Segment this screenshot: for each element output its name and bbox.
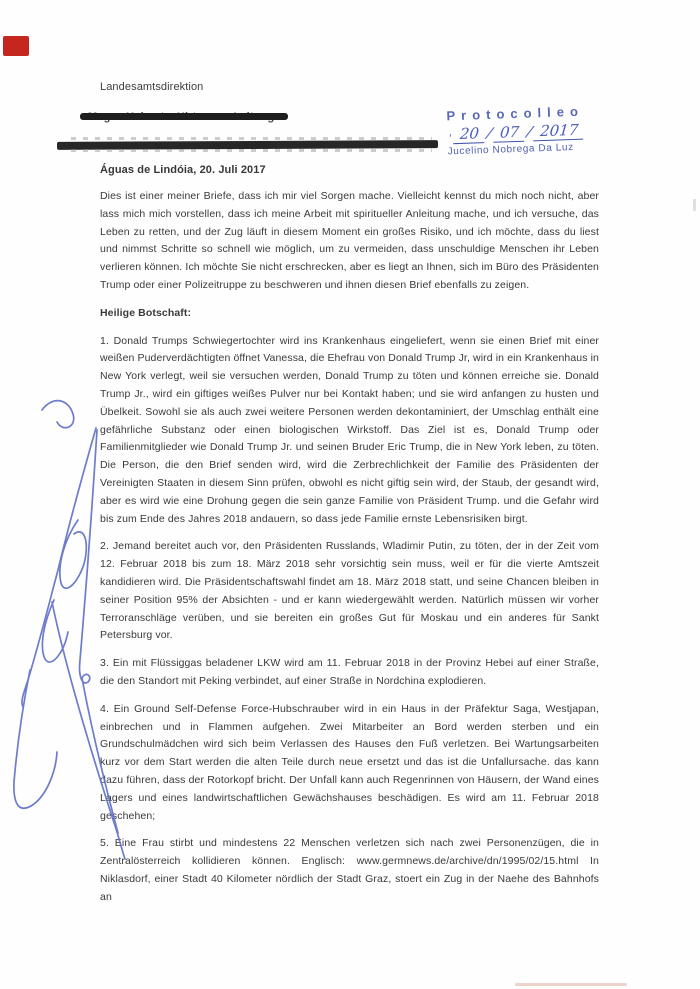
stamp-date-separator: / [485, 123, 495, 143]
stamp-signed-name: Jucelino Nobrega Da Luz [447, 141, 574, 158]
redacted-recipient-line [82, 105, 280, 127]
stamp-handwritten-date [448, 121, 585, 145]
protocol-stamp [446, 104, 585, 158]
stamp-day: 20 [453, 125, 486, 144]
department-name: Landesamtsdirektion [100, 81, 204, 93]
letter-paragraph-5: 5. Eine Frau stirbt und mindestens 22 Menschen verletzen sich nach zwei Personenzügen, die in Zentralösterreich kollidieren können. Englisch: www.germnews.de/archive/dn/1995/02/15.html In Niklasdorf, einer Stadt 40 Kilometer nördlich der Stadt Graz, stoert ein Zug in der Naehe des Bahnhofs an [100, 837, 599, 903]
redacted-address-line [57, 137, 438, 152]
ghost-text-fragments [71, 149, 432, 152]
redaction-bar [80, 113, 288, 120]
letter-intro: Dies ist einer meiner Briefe, dass ich mir viel Sorgen mache. Vielleicht kennst du mich noch nicht, aber lass mich mich vorstellen, dass ich meine Arbeit mit spiritueller Anleitung mache, und ich versuche, das Leben zu retten, und der Zug läuft in diesem Moment ein großes Risiko, und ich möchte, dass du liest und nimmst Schritte so schnell wie möglich, um zu vermeiden, dass unschuldige Menschen ihr Leben verlieren können. Ich möchte Sie nicht erschrecken, aber es liegt an Ihnen, sich im Büro des Präsidenten Trump oder einer Polizeitruppe zu beschweren und ihnen diesen Brief ebenfalls zu zeigen. [100, 190, 599, 291]
red-corner-marker [3, 36, 29, 56]
section-heading: Heilige Botschaft: [100, 306, 192, 319]
letter-body [100, 188, 599, 916]
scan-smudge [515, 983, 627, 986]
letter-paragraph-1: 1. Donald Trumps Schwiegertochter wird ins Krankenhaus eingeliefert, wenn sie einen Brief mit einer weißen Puderverdächtigten öffnet Vanessa, die Ehefrau von Donald Trump Jr, wird in ein Krankenhaus in New York verlegt, weil sie versuchen werden, Donald Trump zu töten und können erreiche sie. Donald Trump Jr., wird ein giftiges weißes Pulver nur bei Kontakt haben; und sie wird anfangen zu husten und Übelkeit. Sowohl sie als auch zwei weitere Personen werden dekontaminiert, der Umschlag enthält eine gefährliche Substanz oder einen biologischen Wirkstoff. Das Ziel ist es, Donald Trump oder Familienmitglieder wie Donald Trump Jr. und seinen Bruder Eric Trump, die in New York leben, zu töten. Die Person, die den Brief senden wird, wird die Zerbrechlichkeit der Familie des Präsidenten der Vereinigten Staaten in diesem Sinn prüfen, obwohl es nicht giftig sein wird, der Staub, der gesandt wird, aber es wird wie eine Drohung gegen die sein ganze Familie von Präsident Trump. und die Gefahr wird bis zum Ende des Jahres 2018 andauern, so dass jede Familie ernste Lebensrisiken birgt. [100, 334, 599, 525]
stamp-title: Protocolleo [446, 103, 585, 124]
letter-paragraph-3: 3. Ein mit Flüssiggas beladener LKW wird am 11. Februar 2018 in der Provinz Hebei auf einer Straße, die den Standort mit Peking verbindet, auf einer Straße in Nordchina explodieren. [100, 657, 599, 687]
scan-edge-artifact [693, 199, 696, 211]
stamp-month: 07 [493, 124, 526, 143]
letter-paragraph-2: 2. Jemand bereitet auch vor, den Präsidenten Russlands, Wladimir Putin, zu töten, der in der Zeit vom 12. Februar 2018 bis zum 18. März 2018 sehr vorsichtig sein muss, weil er für die vierte Amtszeit kandidieren wird. Die Präsidentschaftswahl findet am 18. März 2018 statt, und seine Chancen bleiben in seiner Position 95% der Absichten - und er kann wiedergewählt werden. Natürlich müssen wir vorher Terroranschläge verüben, und sie bereiten ein großes Gut für Moskau und ein anderes für Sankt Petersburg vor. [100, 540, 599, 642]
letter-paragraph-4: 4. Ein Ground Self-Defense Force-Hubschrauber wird in ein Haus in der Präfektur Saga, Westjapan, einbrechen und in Flammen aufgehen. Zwei Mitarbeiter an Bord werden sterben und ein Grundschulmädchen wird sich beim Verlassen des Hauses den Fuß verletzen. Bei Wartungsarbeiten kurz vor dem Start werden die alten Teile durch neue ersetzt und das ist die Unfallursache. das kann dazu führen, dass der Rotorkopf bricht. Der Unfall kann auch Regenrinnen von Häusern, der Wand eines Lagers und eines landwirtschaftlichen Gewächshauses beschädigen. Es wird am 11. Februar 2018 geschehen; [100, 702, 599, 822]
stamp-date-separator: / [525, 122, 535, 141]
stamp-year: 2017 [533, 122, 585, 142]
place-date-line: Águas de Lindóia, 20. Juli 2017 [100, 164, 266, 176]
stamp-ink-tick: ' [448, 133, 452, 145]
